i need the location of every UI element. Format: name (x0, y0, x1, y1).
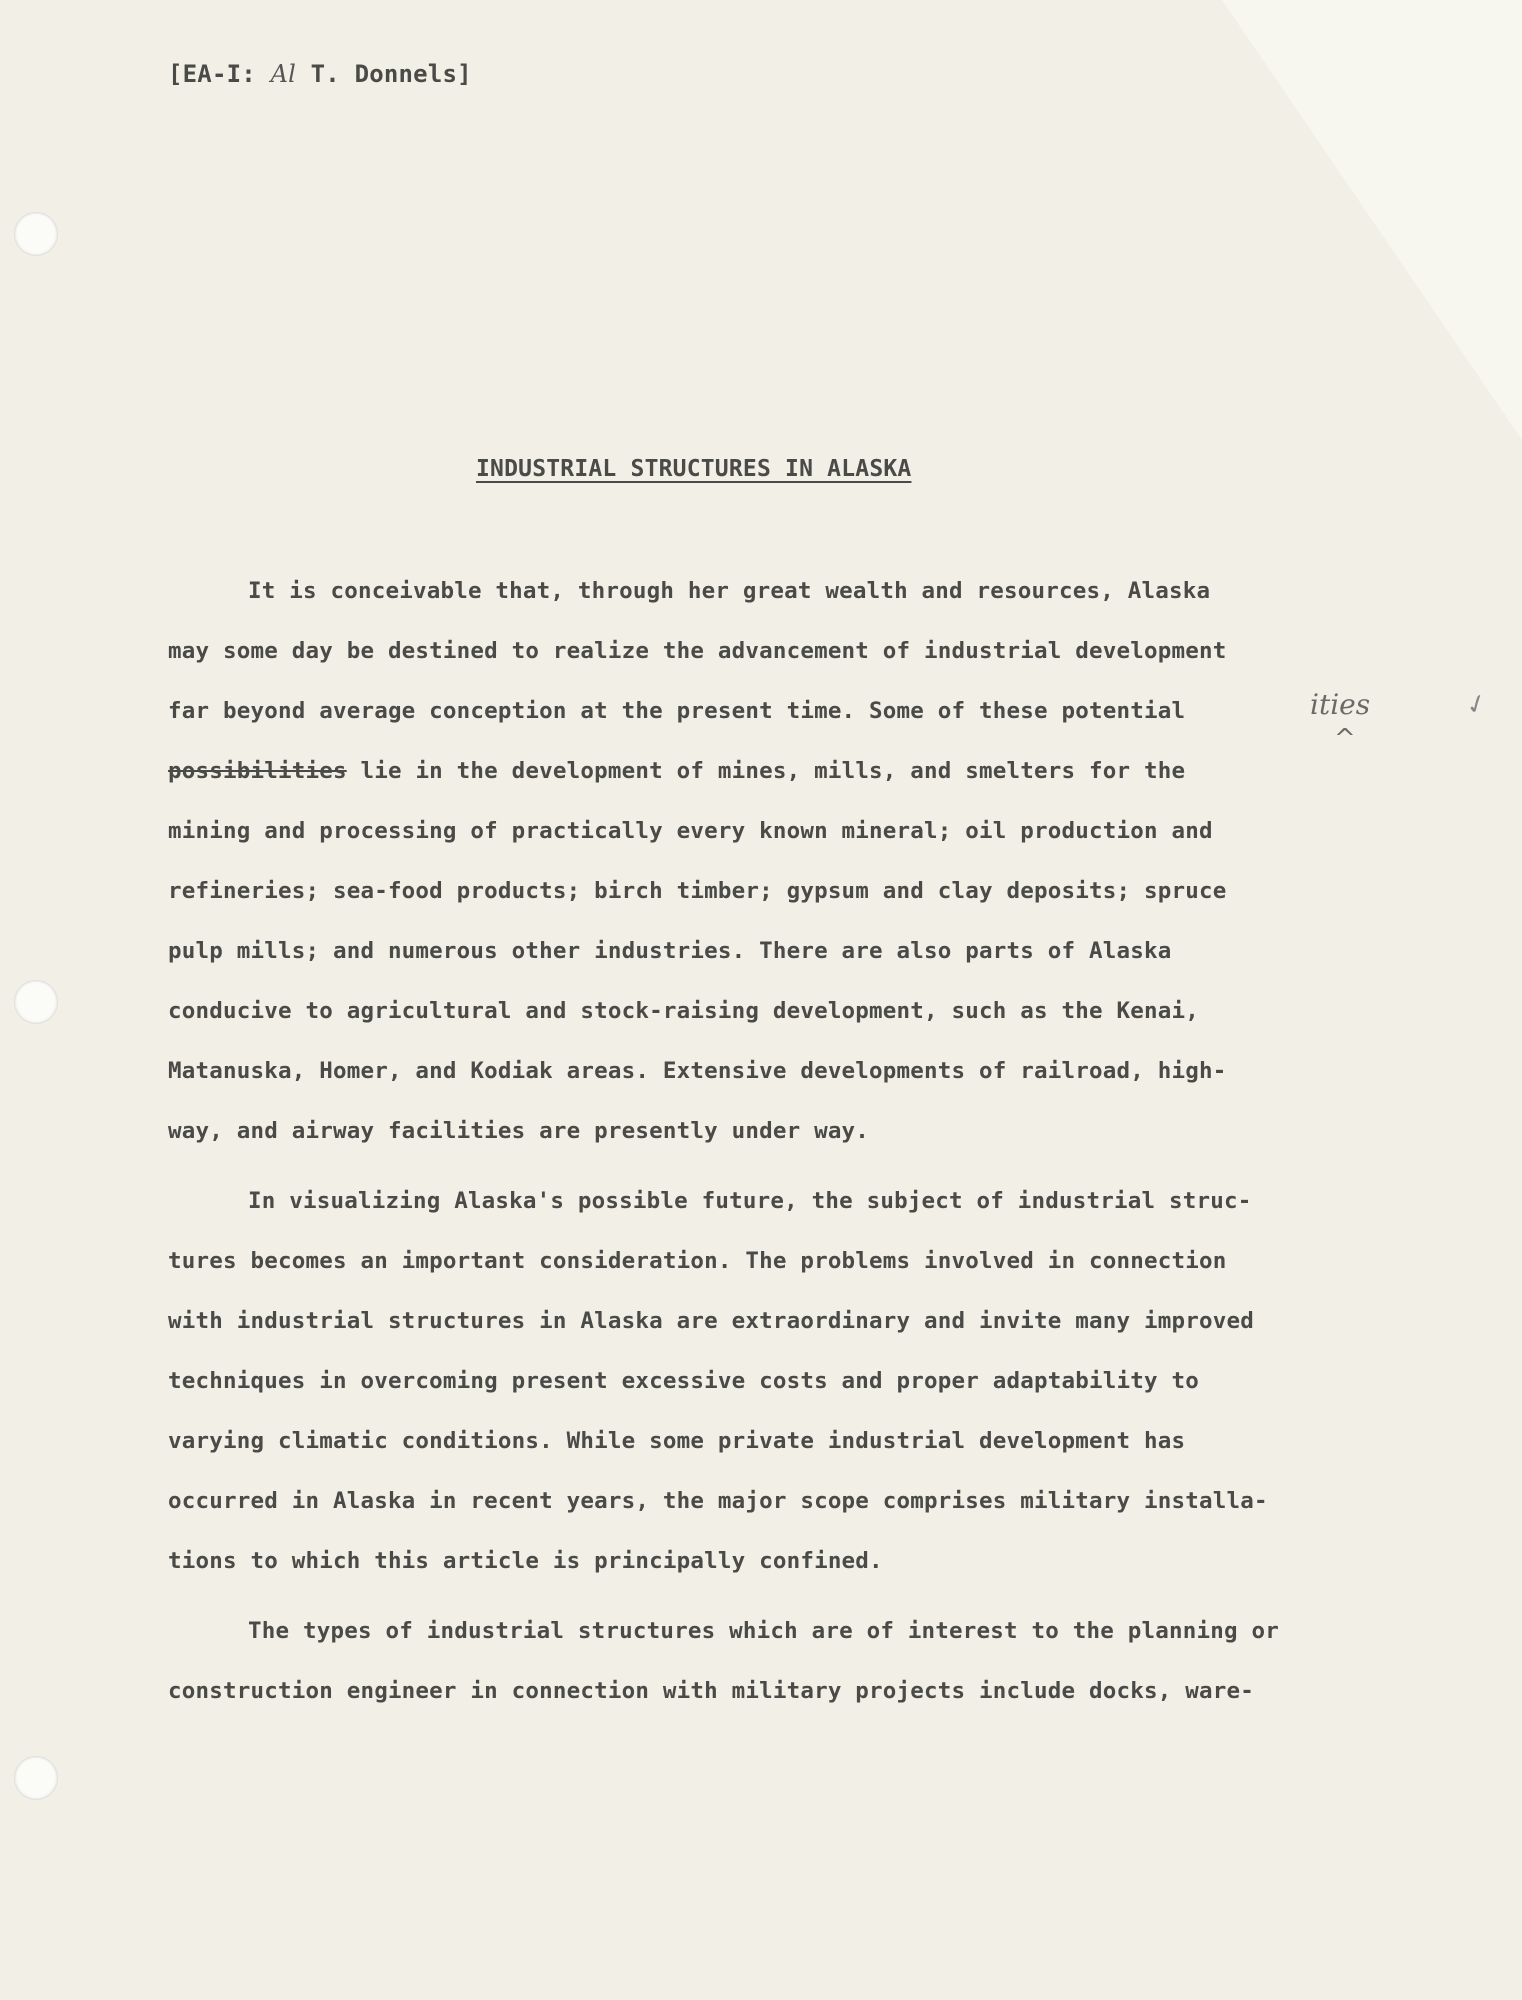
body-line: refineries; sea-food products; birch timber; gypsum and clay deposits; spruce (168, 878, 1227, 904)
body-line: with industrial structures in Alaska are extraordinary and invite many improved (168, 1308, 1254, 1334)
punch-hole-bottom (14, 1756, 58, 1800)
body-line: occurred in Alaska in recent years, the major scope comprises military installa- (168, 1488, 1268, 1514)
struck-word: possibilities (168, 758, 347, 784)
punch-hole-top (14, 212, 58, 256)
document-title: INDUSTRIAL STRUCTURES IN ALASKA (476, 456, 912, 482)
header-name-rest: T. Donnels] (310, 60, 472, 88)
body-line: conducive to agricultural and stock-raising development, such as the Kenai, (168, 998, 1199, 1024)
body-line: The types of industrial structures which are of interest to the planning or (248, 1618, 1279, 1644)
body-line: It is conceivable that, through her great wealth and resources, Alaska (248, 578, 1211, 604)
body-line: way, and airway facilities are presently under way. (168, 1118, 870, 1144)
author-header (168, 60, 472, 88)
body-line: pulp mills; and numerous other industries. There are also parts of Alaska (168, 938, 1172, 964)
body-line: Matanuska, Homer, and Kodiak areas. Extensive developments of railroad, high- (168, 1058, 1227, 1084)
insertion-caret: ^ (1334, 724, 1356, 754)
header-bracket-open: [EA-I: (168, 60, 256, 88)
punch-hole-middle (14, 980, 58, 1024)
header-handwritten-name: Al (270, 60, 296, 88)
body-line: mining and processing of practically every known mineral; oil production and (168, 818, 1213, 844)
body-line: techniques in overcoming present excessive costs and proper adaptability to (168, 1368, 1199, 1394)
body-line-with-strike (168, 758, 1185, 784)
handwritten-insertion: ities (1310, 688, 1371, 721)
check-mark-icon: ✓ (1461, 687, 1493, 723)
body-line: varying climatic conditions. While some private industrial development has (168, 1428, 1186, 1454)
body-line: In visualizing Alaska's possible future, the subject of industrial struc- (248, 1188, 1252, 1214)
body-line-rest: lie in the development of mines, mills, and smelters for the (360, 758, 1186, 784)
body-line: far beyond average conception at the present time. Some of these potential (168, 698, 1186, 724)
body-line: may some day be destined to realize the advancement of industrial development (168, 638, 1227, 664)
body-line: construction engineer in connection with military projects include docks, ware- (168, 1678, 1254, 1704)
body-line: tures becomes an important consideration. The problems involved in connection (168, 1248, 1227, 1274)
body-line: tions to which this article is principally confined. (168, 1548, 883, 1574)
